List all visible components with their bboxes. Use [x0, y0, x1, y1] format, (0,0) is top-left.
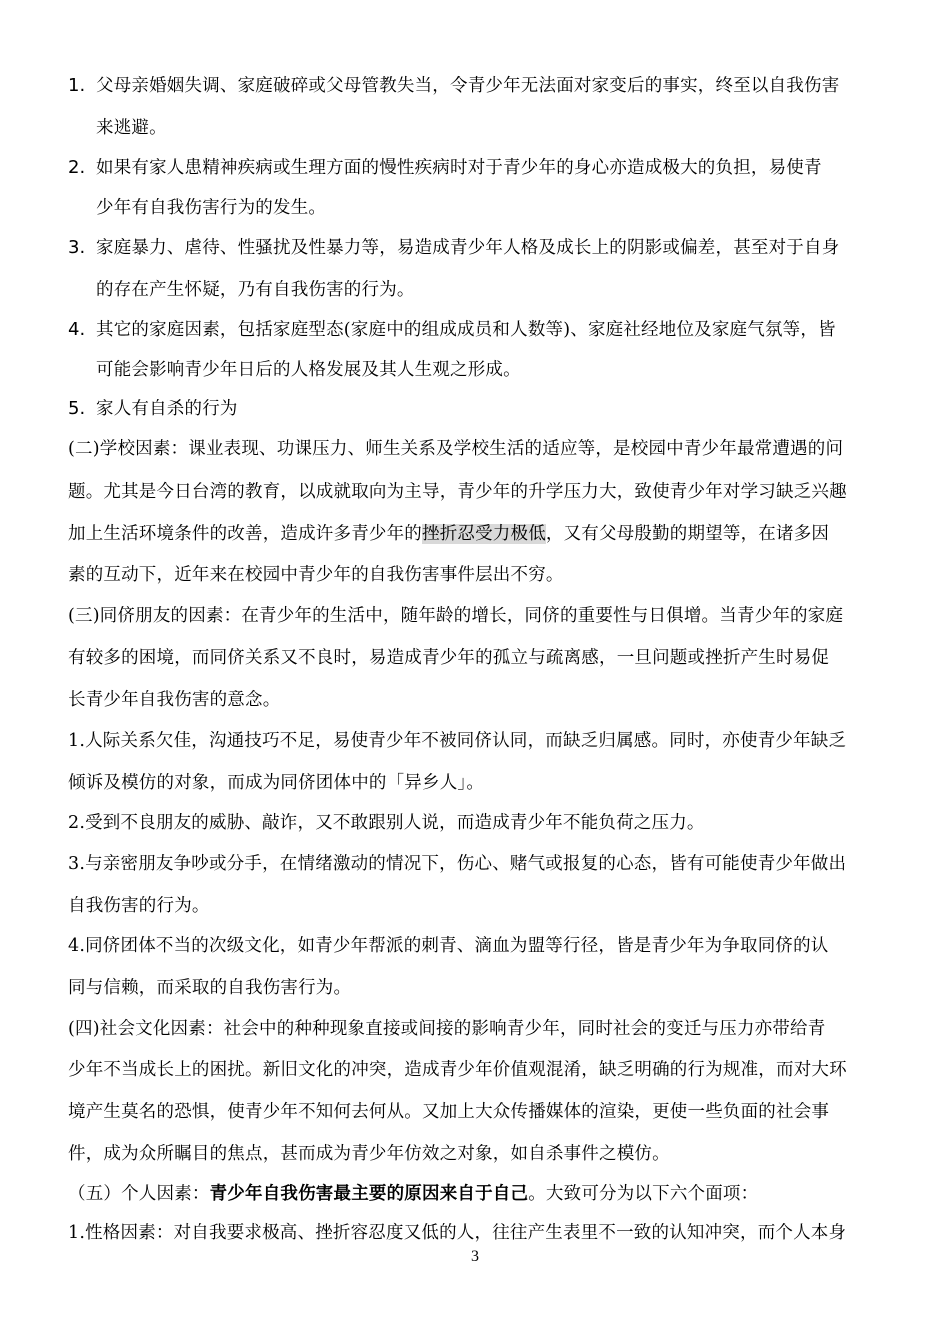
- list-number: 5.: [68, 398, 86, 419]
- text-segment: 。大致可分为以下六个面项：: [528, 1184, 759, 1204]
- list-item-text: 可能会影响青少年日后的人格发展及其人生观之形成。: [96, 360, 521, 380]
- paragraph-line: 同与信赖，而采取的自我伤害行为。: [68, 978, 352, 998]
- paragraph-line: 有较多的困境，而同侪关系又不良时，易造成青少年的孤立与疏离感，一旦问题或挫折产生时易促: [68, 648, 830, 668]
- paragraph-line: 1.人际关系欠佳，沟通技巧不足，易使青少年不被同侪认同，而缺乏归属感。同时，亦使青少年缺乏: [68, 731, 847, 751]
- bold-text: 青少年自我伤害最主要的原因来自于自己: [209, 1184, 529, 1204]
- text-segment: （五）个人因素：: [68, 1184, 210, 1204]
- paragraph-line: 4.同侪团体不当的次级文化，如青少年帮派的刺青、滴血为盟等行径，皆是青少年为争取同侪的认: [68, 936, 829, 956]
- list-item-text: 的存在产生怀疑，乃有自我伤害的行为。: [96, 280, 415, 300]
- paragraph-line: (四)社会文化因素：社会中的种种现象直接或间接的影响青少年，同时社会的变迁与压力亦带给青: [68, 1019, 826, 1039]
- paragraph-line: 境产生莫名的恐惧，使青少年不知何去何从。又加上大众传播媒体的渲染，更使一些负面的社会事: [68, 1102, 830, 1122]
- paragraph-line: 素的互动下，近年来在校园中青少年的自我伤害事件层出不穷。: [68, 565, 564, 585]
- list-item-text: 家人有自杀的行为: [96, 399, 238, 419]
- highlighted-text: 挫折忍受力极低: [422, 524, 546, 544]
- paragraph-line: 件，成为众所瞩目的焦点，甚而成为青少年仿效之对象，如自杀事件之模仿。: [68, 1144, 670, 1164]
- paragraph-line: (二)学校因素：课业表现、功课压力、师生关系及学校生活的适应等，是校园中青少年最常遭遇的问: [68, 439, 844, 459]
- paragraph-line: 自我伤害的行为。: [68, 896, 210, 916]
- list-item-text: 来逃避。: [96, 118, 167, 138]
- paragraph-line: 3.与亲密朋友争吵或分手，在情绪激动的情况下，伤心、赌气或报复的心态，皆有可能使青少年做出: [68, 854, 847, 874]
- list-item-text: 家庭暴力、虐待、性骚扰及性暴力等，易造成青少年人格及成长上的阴影或偏差，甚至对于自身: [96, 238, 840, 258]
- list-number: 1.: [68, 75, 86, 96]
- paragraph-line: 倾诉及模仿的对象，而成为同侪团体中的「异乡人」。: [68, 773, 485, 793]
- paragraph-line: 1.性格因素：对自我要求极高、挫折容忍度又低的人，往往产生表里不一致的认知冲突，而个人本身: [68, 1223, 847, 1243]
- paragraph-line: 少年不当成长上的困扰。新旧文化的冲突，造成青少年价值观混淆，缺乏明确的行为规准，而对大环: [68, 1060, 847, 1080]
- text-segment: ，又有父母殷勤的期望等，在诸多因: [545, 524, 830, 544]
- paragraph-line: 长青少年自我伤害的意念。: [68, 690, 281, 710]
- list-item-text: 如果有家人患精神疾病或生理方面的慢性疾病时对于青少年的身心亦造成极大的负担，易使青: [96, 158, 822, 178]
- list-item-text: 其它的家庭因素，包括家庭型态(家庭中的组成成员和人数等)、家庭社经地位及家庭气氛等，皆: [96, 320, 836, 340]
- list-item-text: 少年有自我伤害行为的发生。: [96, 198, 327, 218]
- text-segment: 加上生活环境条件的改善，造成许多青少年的: [68, 524, 422, 544]
- list-number: 4.: [68, 319, 86, 340]
- page-number: 3: [471, 1248, 479, 1265]
- paragraph-line: [68, 1182, 758, 1206]
- list-item-text: 父母亲婚姻失调、家庭破碎或父母管教失当，令青少年无法面对家变后的事实，终至以自我伤害: [96, 76, 840, 96]
- paragraph-line: 题。尤其是今日台湾的教育，以成就取向为主导，青少年的升学压力大，致使青少年对学习缺乏兴趣: [68, 482, 847, 502]
- paragraph-line: 2.受到不良朋友的威胁、敲诈，又不敢跟别人说，而造成青少年不能负荷之压力。: [68, 813, 705, 833]
- paragraph-line: (三)同侪朋友的因素：在青少年的生活中，随年龄的增长，同侪的重要性与日俱增。当青少年的家庭: [68, 606, 844, 626]
- paragraph-line: [68, 522, 829, 546]
- list-number: 2.: [68, 157, 86, 178]
- list-number: 3.: [68, 237, 86, 258]
